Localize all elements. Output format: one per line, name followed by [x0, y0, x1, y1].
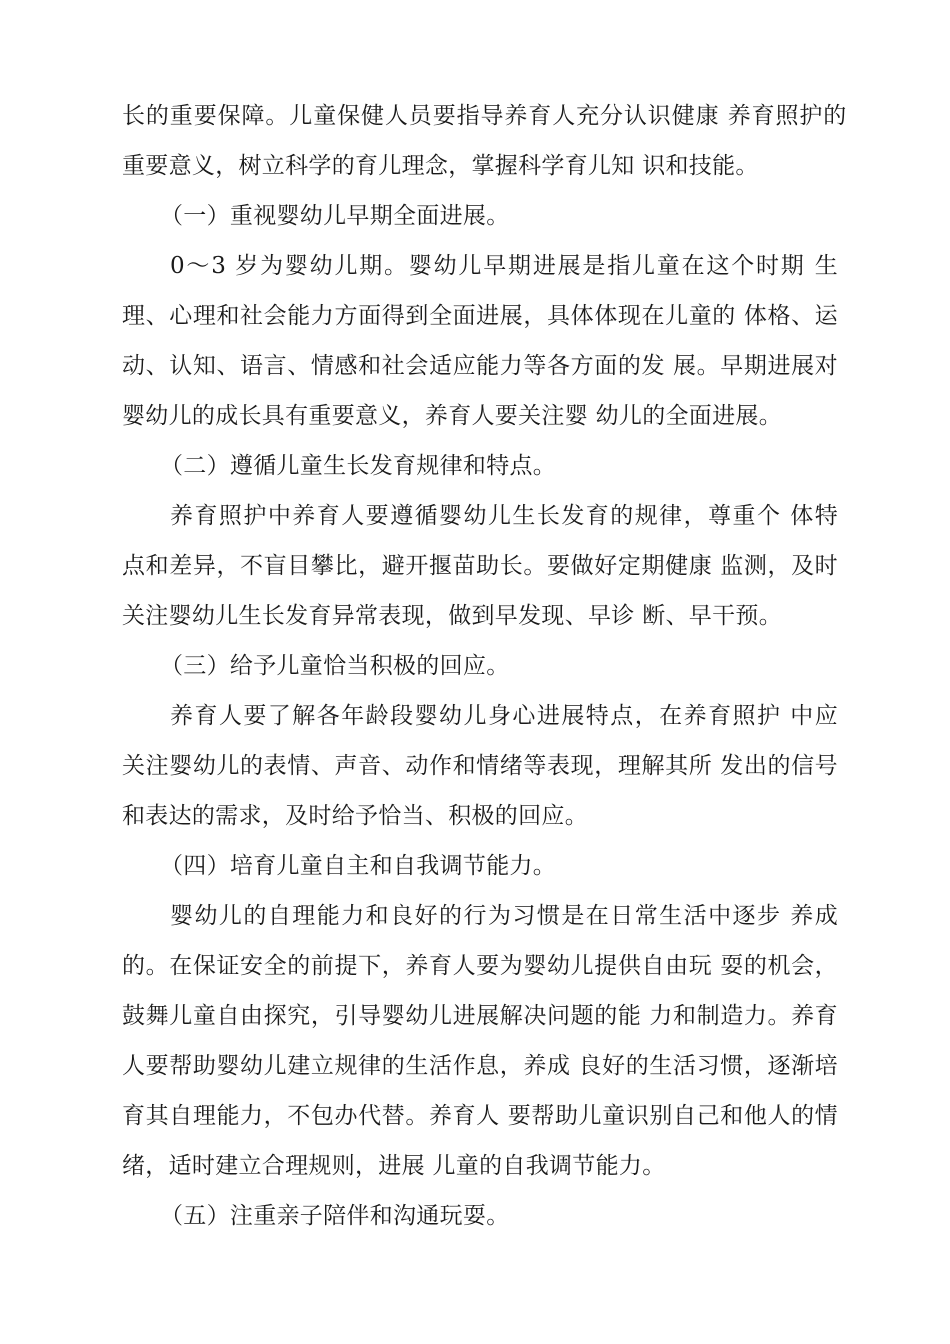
text-line: 鼓舞儿童自由探究，引导婴幼儿进展解决问题的能 力和制造力。养育	[122, 1003, 838, 1029]
section-heading-4: （四）培育儿童自主和自我调节能力。	[160, 853, 557, 879]
section-heading-3: （三）给予儿童恰当积极的回应。	[160, 653, 510, 679]
text-line: 点和差异，不盲目攀比，避开揠苗助长。要做好定期健康 监测，及时	[122, 553, 838, 579]
paragraph-start: 0〜3 岁为婴幼儿期。婴幼儿早期进展是指儿童在这个时期 生	[170, 253, 838, 279]
text-line: 动、认知、语言、情感和社会适应能力等各方面的发 展。早期进展对	[122, 353, 838, 379]
section-heading-5: （五）注重亲子陪伴和沟通玩耍。	[160, 1203, 510, 1229]
text-line: 长的重要保障。儿童保健人员要指导养育人充分认识健康 养育照护的	[122, 103, 848, 129]
text-line: 的。在保证安全的前提下，养育人要为婴幼儿提供自由玩 耍的机会，	[122, 953, 838, 979]
paragraph-start: 养育照护中养育人要遵循婴幼儿生长发育的规律，尊重个 体特	[170, 503, 838, 529]
text-line: 人要帮助婴幼儿建立规律的生活作息，养成 良好的生活习惯，逐渐培	[122, 1053, 838, 1079]
text-line: 关注婴幼儿的表情、声音、动作和情绪等表现，理解其所 发出的信号	[122, 753, 838, 779]
text-line: 和表达的需求，及时给予恰当、积极的回应。	[122, 803, 588, 829]
text-line: 婴幼儿的成长具有重要意义，养育人要关注婴 幼儿的全面进展。	[122, 403, 783, 429]
text-line: 绪，适时建立合理规则，进展 儿童的自我调节能力。	[122, 1153, 666, 1179]
text-line: 重要意义，树立科学的育儿理念，掌握科学育儿知 识和技能。	[122, 153, 759, 179]
paragraph-start: 养育人要了解各年龄段婴幼儿身心进展特点，在养育照护 中应	[170, 703, 838, 729]
text-line: 理、心理和社会能力方面得到全面进展，具体体现在儿童的 体格、运	[122, 303, 838, 329]
section-heading-2: （二）遵循儿童生长发育规律和特点。	[160, 453, 557, 479]
text-line: 关注婴幼儿生长发育异常表现，做到早发现、早诊 断、早干预。	[122, 603, 783, 629]
text-line: 育其自理能力，不包办代替。养育人 要帮助儿童识别自己和他人的情	[122, 1103, 838, 1129]
paragraph-start: 婴幼儿的自理能力和良好的行为习惯是在日常生活中逐步 养成	[170, 903, 838, 929]
section-heading-1: （一）重视婴幼儿早期全面进展。	[160, 203, 510, 229]
